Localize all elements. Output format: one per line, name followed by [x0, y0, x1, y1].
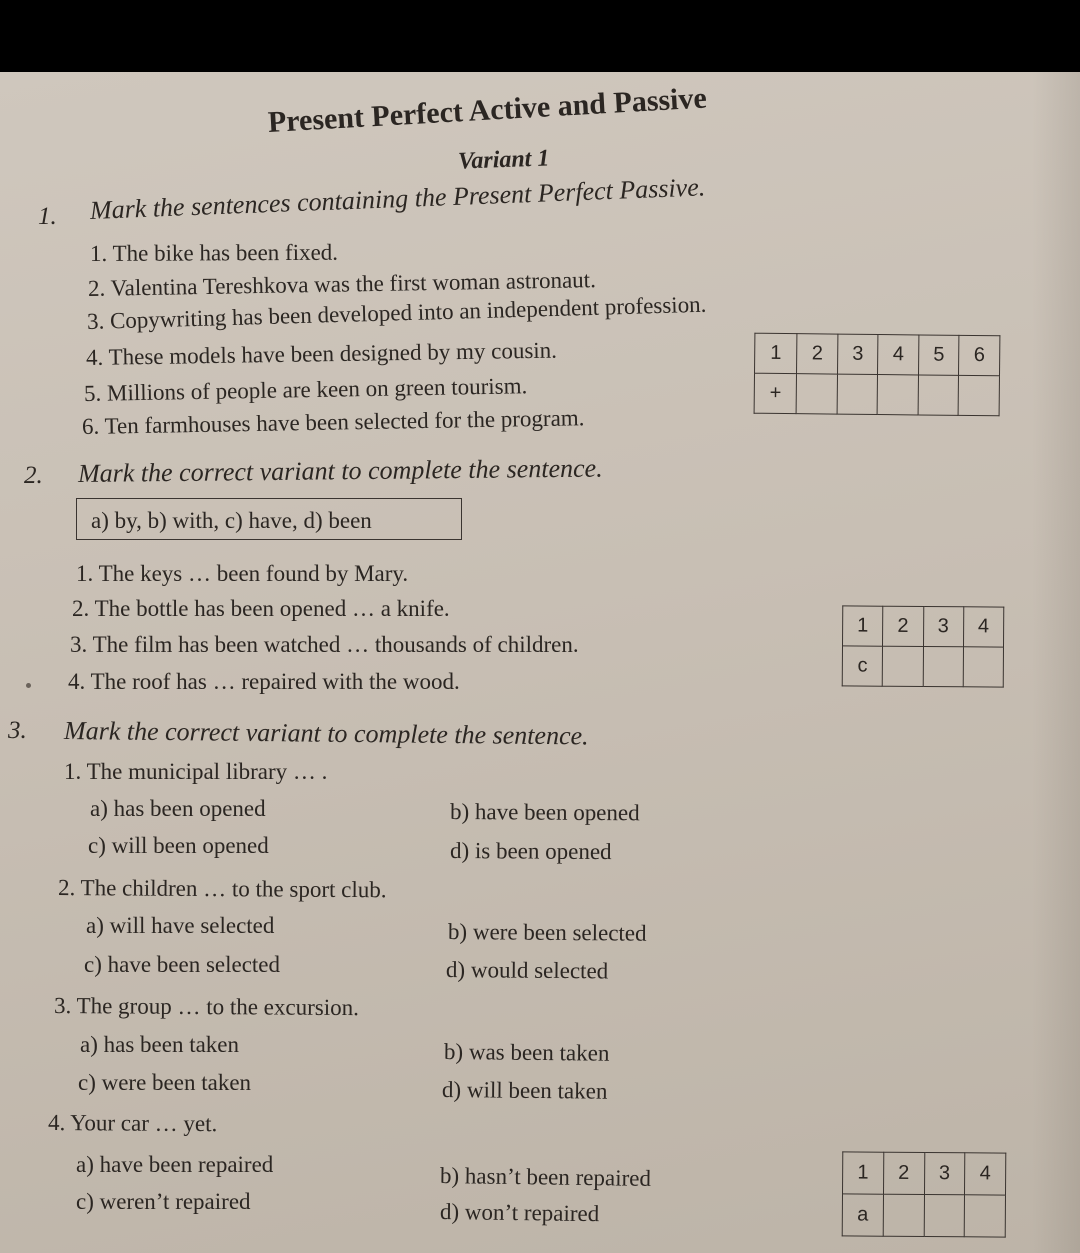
task2-instruction: Mark the correct variant to complete the sentence. [77, 453, 603, 488]
task1-grid-header-4: 4 [878, 335, 919, 375]
task2-item-3: 3. The film has been watched … thousands of children. [70, 632, 579, 657]
task2-answer-grid [842, 605, 1005, 687]
task2-number: 2. [24, 462, 43, 489]
task1-item-2: 2. Valentina Tereshkova was the first woman astronaut. [87, 267, 597, 301]
variant-label: Variant 1 [457, 145, 550, 175]
task3-q3-option-a: a) has been taken [80, 1032, 240, 1057]
task1-grid-header-1: 1 [755, 333, 798, 373]
worksheet-title: Present Perfect Active and Passive [267, 81, 708, 139]
task2-options: a) by, b) with, c) have, d) been [91, 508, 372, 533]
task3-q4-option-d: d) won’t repaired [439, 1199, 600, 1227]
task3-q1-option-d: d) is been opened [449, 838, 612, 865]
task3-q1-option-b: b) have been opened [449, 799, 640, 826]
task1-item-1: 1. The bike has been fixed. [89, 239, 339, 266]
task3-grid-header-3: 3 [924, 1153, 965, 1195]
task1-grid-answer-5 [918, 375, 959, 415]
task3-instruction: Mark the correct variant to complete the sentence. [63, 716, 589, 751]
task3-q1-option-a: a) has been opened [90, 796, 266, 821]
task3-grid-answer-3 [924, 1195, 965, 1237]
task1-grid-header-2: 2 [797, 334, 838, 374]
task1-instruction: Mark the sentences containing the Present Perfect Passive. [89, 172, 706, 225]
task3-question-2: 2. The children … to the sport club. [57, 875, 387, 903]
task3-q1-option-c: c) will been opened [88, 833, 269, 858]
task2-grid-answer-3 [923, 647, 964, 687]
task3-answer-grid [842, 1151, 1007, 1237]
task3-q3-option-c: c) were been taken [78, 1070, 252, 1095]
task2-grid-header-2: 2 [883, 606, 924, 646]
task1-item-6: 6. Ten farmhouses have been selected for the program. [81, 405, 585, 439]
task3-grid-answer-4 [964, 1195, 1005, 1237]
task3-grid-header-4: 4 [965, 1153, 1006, 1195]
task3-q4-option-b: b) hasn’t been repaired [439, 1163, 652, 1191]
task3-q3-option-b: b) was been taken [443, 1039, 610, 1066]
task3-question-3: 3. The group … to the excursion. [53, 993, 360, 1021]
task3-grid-answer-2 [883, 1194, 924, 1236]
task2-grid-header-4: 4 [963, 607, 1004, 647]
task1-item-3: 3. Copywriting has been developed into an independent profession. [86, 291, 707, 334]
task3-q4-option-c: c) weren’t repaired [76, 1189, 251, 1214]
page-spine-shadow [1032, 72, 1080, 1253]
task1-grid-header-6: 6 [959, 335, 1000, 375]
task2-grid-header-1: 1 [843, 606, 884, 646]
task3-number: 3. [8, 717, 27, 744]
task1-grid-header-5: 5 [918, 335, 959, 375]
task1-grid-answer-1: + [754, 373, 797, 413]
task1-grid-header-3: 3 [837, 334, 878, 374]
task3-q2-option-a: a) will have selected [86, 913, 275, 938]
task2-item-4: 4. The roof has … repaired with the wood. [68, 669, 460, 694]
task3-grid-header-2: 2 [883, 1152, 924, 1194]
task1-grid-answer-3 [837, 374, 878, 414]
task1-grid-answer-6 [959, 375, 1000, 415]
task3-grid-answer-1: a [842, 1194, 883, 1236]
task1-item-4: 4. These models have been designed by my cousin. [85, 337, 558, 370]
task3-question-1: 1. The municipal library … . [64, 759, 328, 784]
task3-q2-option-d: d) would selected [445, 957, 609, 984]
task2-grid-answer-4 [963, 647, 1004, 687]
task3-q4-option-a: a) have been repaired [76, 1152, 274, 1177]
task3-q3-option-d: d) will been taken [441, 1077, 608, 1104]
task3-grid-header-1: 1 [843, 1152, 884, 1194]
task2-options-box [76, 498, 462, 540]
task1-item-5: 5. Millions of people are keen on green tourism. [83, 373, 528, 406]
task3-q2-option-b: b) were been selected [447, 919, 647, 946]
task2-grid-answer-1: c [842, 646, 883, 686]
task1-grid-answer-2 [796, 374, 837, 414]
task2-item-1: 1. The keys … been found by Mary. [76, 561, 409, 586]
task2-grid-answer-2 [882, 646, 923, 686]
task1-answer-grid [754, 333, 1001, 417]
task3-question-4: 4. Your car … yet. [47, 1110, 218, 1137]
page-speck [26, 683, 31, 688]
task1-number: 1. [38, 203, 57, 230]
task3-q2-option-c: c) have been selected [84, 952, 281, 977]
task2-item-2: 2. The bottle has been opened … a knife. [72, 596, 450, 621]
task2-grid-header-3: 3 [923, 607, 964, 647]
task1-grid-answer-4 [878, 375, 919, 415]
